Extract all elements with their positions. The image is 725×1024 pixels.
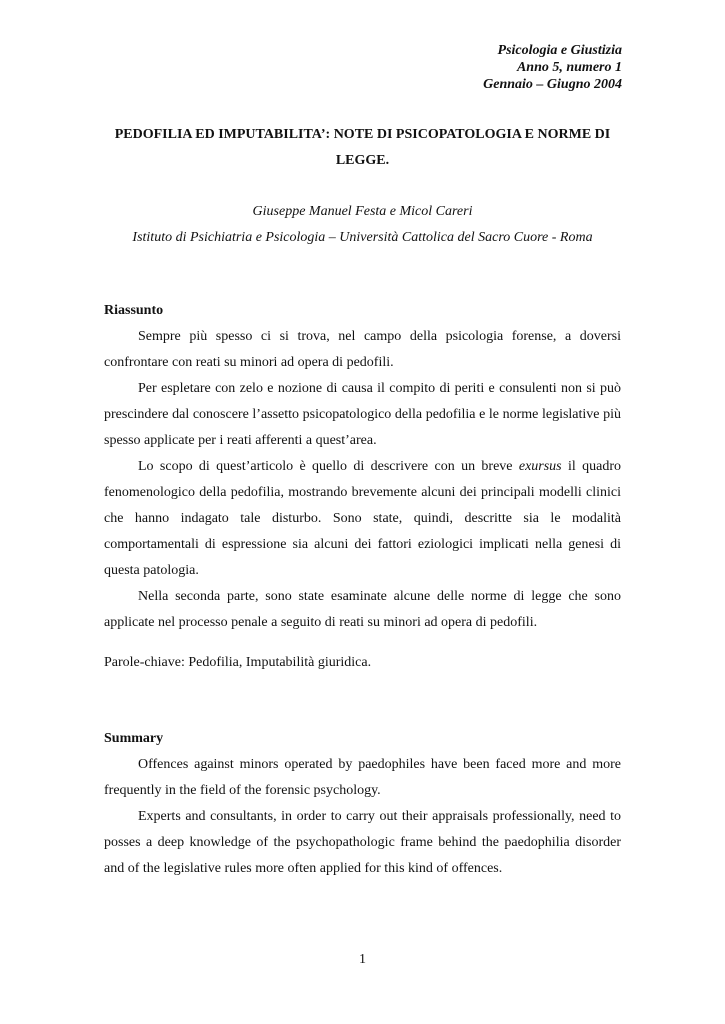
summary-section [104,726,621,882]
riassunto-p3-emphasis: exursus [518,459,562,474]
affiliation: Istituto di Psichiatria e Psicologia – Università Cattolica del Sacro Cuore - Roma [132,230,593,245]
journal-issue: Anno 5, numero 1 [516,60,622,75]
riassunto-p3-end: il quadro fenomenologico della pedofilia, mostrando brevemente alcuni dei principali modelli clinici che hanno indagato tale disturbo. Sono state, quindi, descritte sia le modalità comportamentali di espressione sia alcuni dei fattori eziologici implicati nella genesi di questa patologia. [104,459,621,578]
journal-header [483,42,622,93]
summary-heading: Summary [104,731,164,746]
journal-name: Psicologia e Giustizia [497,43,622,58]
keywords: Parole-chiave: Pedofilia, Imputabilità giuridica. [104,655,372,670]
riassunto-p3-start: Lo scopo di quest’articolo è quello di descrivere con un breve [138,459,519,474]
riassunto-heading: Riassunto [104,303,164,318]
riassunto-paragraph-3 [104,454,621,584]
riassunto-paragraph-4: Nella seconda parte, sono state esaminate alcune delle norme di legge che sono applicate nel processo penale a seguito di reati su minori ad opera di pedofili. [104,589,621,630]
riassunto-paragraph-1: Sempre più spesso ci si trova, nel campo della psicologia forense, a doversi confrontare con reati su minori ad opera di pedofili. [104,329,621,370]
summary-paragraph-1: Offences against minors operated by paedophiles have been faced more and more frequently in the field of the forensic psychology. [104,757,621,798]
author-block [60,199,665,251]
authors: Giuseppe Manuel Festa e Micol Careri [252,204,473,219]
summary-paragraph-2: Experts and consultants, in order to carry out their appraisals professionally, need to posses a deep knowledge of the psychopathologic frame behind the paedophilia disorder and of the legislative rules more often applied for this kind of offences. [104,809,621,876]
keywords-section [104,650,621,676]
journal-period: Gennaio – Giugno 2004 [483,77,622,92]
riassunto-section [104,298,621,636]
page-number: 1 [359,952,366,967]
article-title: PEDOFILIA ED IMPUTABILITA’: NOTE DI PSICOPATOLOGIA E NORME DI LEGGE. [114,127,611,168]
riassunto-paragraph-2: Per espletare con zelo e nozione di causa il compito di periti e consulenti non si può prescindere dal conoscere l’assetto psicopatologico della pedofilia e le norme legislative più spesso applicate per i reati afferenti a quest’area. [104,381,621,448]
